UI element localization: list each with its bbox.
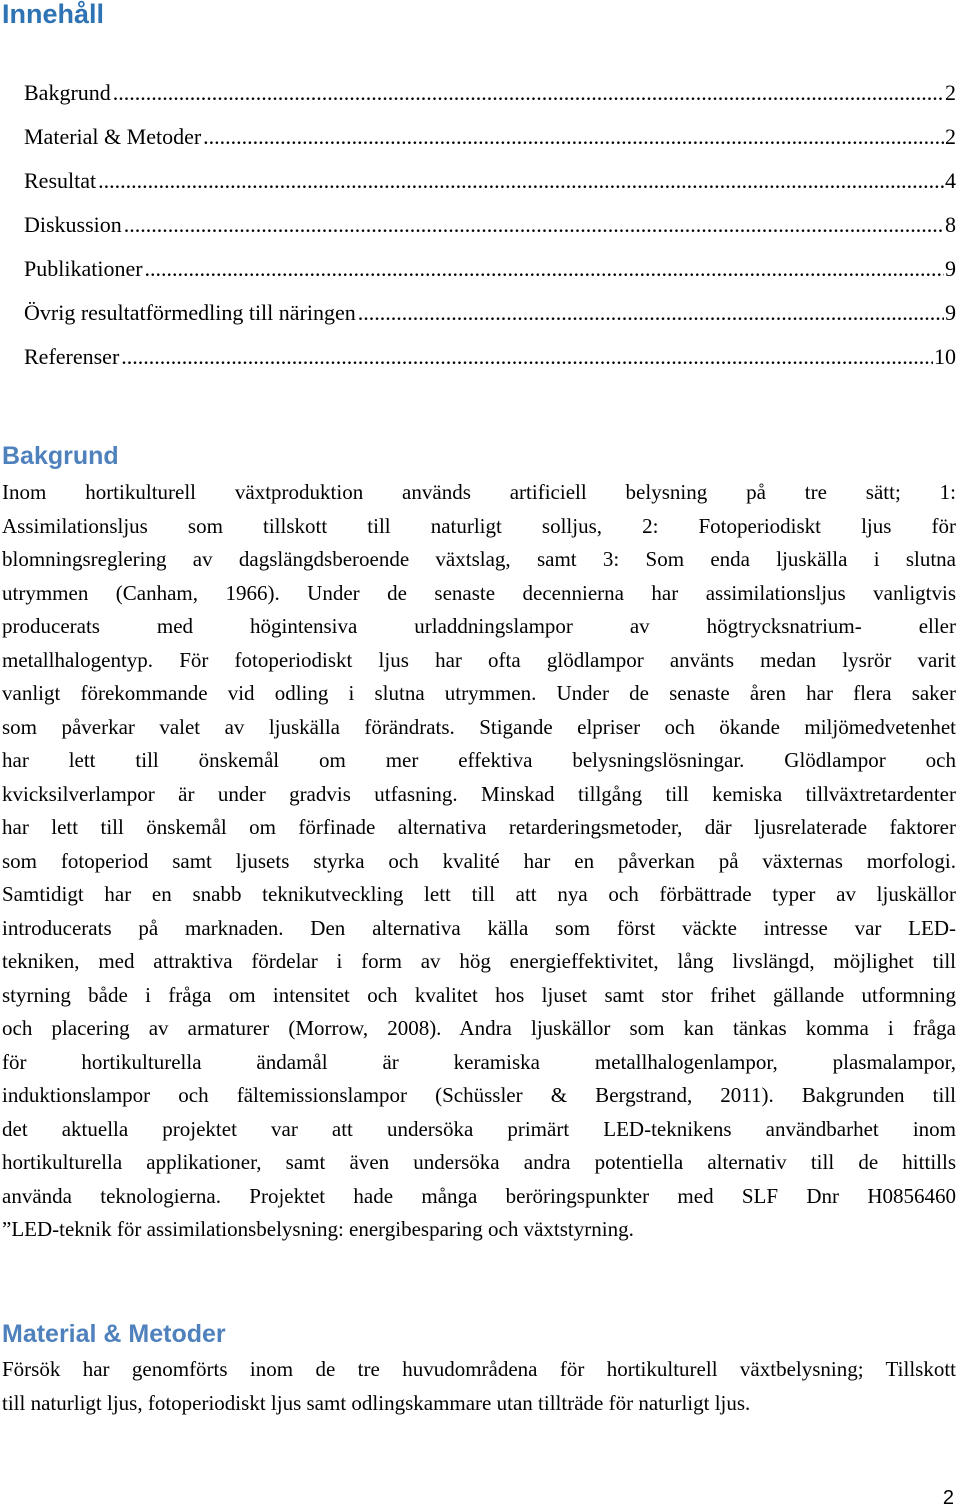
toc-dot-leader <box>113 75 944 111</box>
paragraph-line: Inom hortikulturell växtproduktion används artificiell belysning på tre sätt; 1: <box>2 480 956 504</box>
toc-entry-page[interactable]: 2 <box>945 80 956 105</box>
paragraph-line: blomningsreglering av dagslängdsberoende växtslag, samt 3: Som enda ljuskälla i slutna <box>2 547 956 571</box>
toc-entry-page[interactable]: 8 <box>945 212 956 237</box>
toc-entry-label[interactable]: Publikationer <box>24 256 143 281</box>
toc-entry-referenser[interactable] <box>24 339 956 383</box>
paragraph-line: och placering av armaturer (Morrow, 2008). Andra ljuskällor som kan tänkas komma i fråga <box>2 1016 956 1040</box>
paragraph-line: producerats med högintensiva urladdningslampor av högtrycksnatrium- eller <box>2 614 956 638</box>
paragraph-line: vanligt förekommande vid odling i slutna utrymmen. Under de senaste åren har flera saker <box>2 681 956 705</box>
toc-entry-label[interactable]: Övrig resultatförmedling till näringen <box>24 300 356 325</box>
paragraph-line: Försök har genomförts inom de tre huvudområdena för hortikulturell växtbelysning; Tillskott <box>2 1357 956 1381</box>
paragraph-line: metallhalogentyp. För fotoperiodiskt ljus har ofta glödlampor använts medan lysrör varit <box>2 647 956 672</box>
toc-entry-label[interactable]: Resultat <box>24 168 97 193</box>
toc-entry-publikationer[interactable] <box>24 251 956 295</box>
paragraph-line: använda teknologierna. Projektet hade många beröringspunkter med SLF Dnr H0856460 <box>2 1183 956 1208</box>
toc-entry-page[interactable]: 2 <box>945 124 956 149</box>
table-of-contents <box>24 75 956 383</box>
toc-dot-leader <box>145 251 944 287</box>
paragraph-line: hortikulturella applikationer, samt även undersöka andra potentiella alternativ till de hittills <box>2 1150 956 1174</box>
paragraph-line: tekniken, med attraktiva fördelar i form av hög energieffektivitet, lång livslängd, möjlighet till <box>2 949 956 973</box>
section-heading-bakgrund: Bakgrund <box>2 442 119 470</box>
toc-entry-page[interactable]: 4 <box>945 168 956 193</box>
paragraph-line: har lett till önskemål om förfinade alternativa retarderingsmetoder, där ljusrelaterade faktorer <box>2 815 956 839</box>
section-heading-material-metoder: Material & Metoder <box>2 1320 226 1348</box>
toc-dot-leader <box>203 119 944 155</box>
toc-entry-page[interactable]: 9 <box>945 300 956 325</box>
bakgrund-paragraph <box>2 476 956 1247</box>
paragraph-line: introducerats på marknaden. Den alternativa källa som först väckte intresse var LED- <box>2 915 956 940</box>
paragraph-line: har lett till önskemål om mer effektiva belysningslösningar. Glödlampor och <box>2 748 956 772</box>
toc-entry-ovrig-resultatformedling[interactable] <box>24 295 956 339</box>
toc-dot-leader <box>98 163 944 199</box>
paragraph-line: kvicksilverlampor är under gradvis utfasning. Minskad tillgång till kemiska tillväxtretardenter <box>2 781 956 806</box>
toc-entry-label[interactable]: Bakgrund <box>24 80 111 105</box>
paragraph-line: utrymmen (Canham, 1966). Under de senaste decennierna har assimilationsljus vanligtvis <box>2 580 956 605</box>
toc-dot-leader <box>358 295 944 331</box>
paragraph-line: som påverkar valet av ljuskälla förändrats. Stigande elpriser och ökande miljömedvetenhet <box>2 714 956 739</box>
toc-entry-label[interactable]: Diskussion <box>24 212 122 237</box>
toc-heading: Innehåll <box>2 0 105 29</box>
paragraph-line: Samtidigt har en snabb teknikutveckling lett till att nya och förbättrade typer av ljuskällor <box>2 882 956 906</box>
page-number: 2 <box>942 1487 954 1509</box>
paragraph-line: det aktuella projektet var att undersöka primärt LED-teknikens användbarhet inom <box>2 1116 956 1141</box>
paragraph-line: som fotoperiod samt ljusets styrka och kvalité har en påverkan på växternas morfologi. <box>2 848 956 873</box>
toc-entry-label[interactable]: Material & Metoder <box>24 124 202 149</box>
paragraph-line: ”LED-teknik för assimilationsbelysning: energibesparing och växtstyrning. <box>2 1217 634 1241</box>
toc-dot-leader <box>124 207 944 243</box>
toc-entry-page[interactable]: 10 <box>934 344 956 369</box>
paragraph-line: till naturligt ljus, fotoperiodiskt ljus samt odlingskammare utan tillträde för naturligt ljus. <box>2 1390 751 1415</box>
toc-entry-resultat[interactable] <box>24 163 956 207</box>
toc-entry-material-metoder[interactable] <box>24 119 956 163</box>
toc-entry-bakgrund[interactable] <box>24 75 956 119</box>
paragraph-line: för hortikulturella ändamål är keramiska metallhalogenlampor, plasmalampor, <box>2 1049 956 1074</box>
paragraph-line: styrning både i fråga om intensitet och kvalitet hos ljuset samt stor frihet gällande utformning <box>2 982 956 1007</box>
material-metoder-paragraph <box>2 1353 956 1420</box>
paragraph-line: induktionslampor och fältemissionslampor (Schüssler & Bergstrand, 2011). Bakgrunden till <box>2 1083 956 1107</box>
toc-entry-label[interactable]: Referenser <box>24 344 120 369</box>
toc-entry-diskussion[interactable] <box>24 207 956 251</box>
toc-dot-leader <box>121 339 933 375</box>
toc-entry-page[interactable]: 9 <box>945 256 956 281</box>
paragraph-line: Assimilationsljus som tillskott till naturligt solljus, 2: Fotoperiodiskt ljus för <box>2 513 956 538</box>
